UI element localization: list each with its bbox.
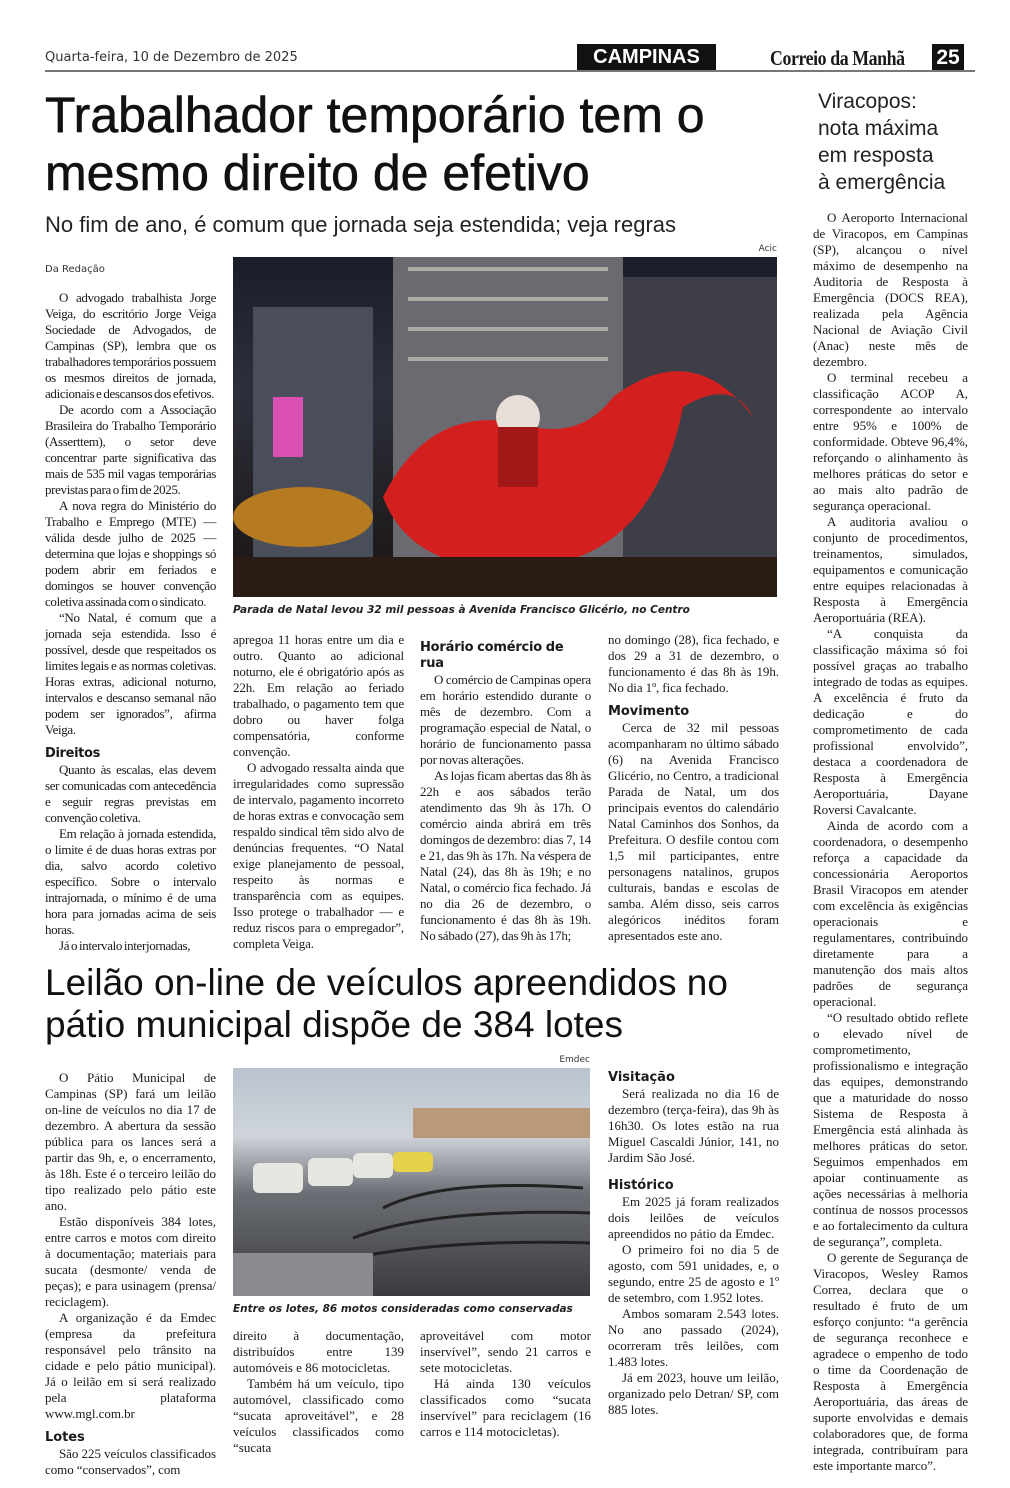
- article1-photo-credit: Acic: [758, 244, 777, 254]
- paragraph: Ambos somaram 2.543 lotes. No ano passado (2024), ocorreram três leilões, com 1.483 lotes.: [608, 1306, 779, 1369]
- paragraph: As lojas ficam abertas das 8h às 22h e aos sábados terão atendimento das 9h às 17h. O comércio ainda abrirá em três domingos de dezembro: dias 7, 14 e 21, das 9h às 17h. Na véspera de Natal (24), das 8h às 19h; e no Natal, o comércio fica fechado. Já no dia 26 de dezembro, o funcionamento é das 8h às 19h. No sábado (27), das 9h às 17h;: [420, 768, 591, 943]
- edition-date: Quarta-feira, 10 de Dezembro de 2025: [45, 50, 298, 65]
- paragraph: A auditoria avaliou o conjunto de procedimentos, treinamentos, simulados, equipamentos e comunicação entre equipes relacionadas à Resposta à Emergência Aeroportuária (REA).: [813, 514, 968, 625]
- paragraph: Cerca de 32 mil pessoas acompanharam no último sábado (6) na Avenida Francisco Glicério, no Centro, a tradicional Parada de Natal, um dos principais eventos do calendário Natal Caminhos dos Sonhos, da Prefeitura. O desfile contou com 1,5 mil participantes, entre personagens natalinos, grupos culturais, bandas e escolas de samba. Além disso, seis carros alegóricos inéditos foram apresentados este ano.: [608, 720, 779, 943]
- article1-photo-caption: Parada de Natal levou 32 mil pessoas à Avenida Francisco Glicério, no Centro: [233, 604, 690, 616]
- subheading: Horário comércio de rua: [420, 640, 564, 671]
- sidebar-headline-line: à emergência: [818, 171, 946, 194]
- paragraph: O gerente de Segurança de Viracopos, Wesley Ramos Correa, declara que o resultado é fruto de um esforço conjunto: “a gerência de segurança reconhece e agradece o empenho de todo o time da Coordenação de Resposta à Emergência Aeroportuária, das áreas de suporte envolvidas e demais colaboradores que, de forma integrada, contribuíram para este importante marco”.: [813, 1250, 968, 1473]
- paragraph: O primeiro foi no dia 5 de agosto, com 591 unidades, e, o segundo, entre 25 de agosto e 1º de setembro, com 1.952 lotes.: [608, 1242, 779, 1305]
- newspaper-logo: Correio da Manhã: [770, 46, 905, 70]
- paragraph: Há ainda 130 veículos classificados como “sucata inservível” para reciclagem (16 carros e 114 motocicletas).: [420, 1376, 591, 1439]
- sidebar-headline-line: nota máxima: [818, 117, 939, 140]
- article2-column-3: [420, 1328, 591, 1440]
- paragraph-continued: aproveitável com motor inservível”, sendo 21 carros e sete motocicletas.: [420, 1328, 591, 1375]
- paragraph: O advogado ressalta ainda que irregularidades como supressão de intervalo, pagamento incorreto de horas extras e convocação sem respaldo sindical têm sido alvo de denúncias frequentes. “O Natal exige planejamento de pessoal, respeito às normas e transparência com as equipes. Isso protege o trabalhador — e reduz riscos para o empregador”, completa Veiga.: [233, 760, 404, 951]
- section-label: CAMPINAS: [577, 44, 716, 71]
- sidebar-headline-line: Viracopos:: [818, 90, 917, 113]
- article2-column-4: [608, 1070, 779, 1418]
- subheading: Direitos: [45, 746, 101, 761]
- paragraph: “O resultado obtido reflete o elevado nível de comprometimento, profissionalismo e integração das equipes, demonstrando que a maturidade do nosso Sistema de Resposta à Emergência está alinhada às melhores práticas do setor. Seguimos empenhados em apoiar continuamente as ações necessárias à melhoria contínua de nossos processos e ao fortalecimento da cultura de segurança”, completa.: [813, 1010, 968, 1249]
- paragraph: O comércio de Campinas opera em horário estendido durante o mês de dezembro. Com a programação especial de Natal, o horário de funcionamento passa por novas alterações.: [420, 672, 591, 767]
- paragraph: De acordo com a Associação Brasileira do Trabalho Temporário (Asserttem), o setor deve concentrar parte significativa das mais de 535 mil vagas temporárias previstas para o fim de 2025.: [45, 402, 216, 497]
- paragraph: Já em 2023, houve um leilão, organizado pelo Detran/ SP, com 885 lotes.: [608, 1370, 779, 1417]
- article1-headline: Trabalhador temporário tem o mesmo direito de efetivo: [45, 87, 705, 201]
- paragraph: O Aeroporto Internacional de Viracopos, em Campinas (SP), alcançou o nível máximo de desempenho na Auditoria de Resposta à Emergência (DOCS REA), realizada pela Agência Nacional de Aviação Civil (Anac) neste mês de dezembro.: [813, 210, 968, 369]
- paragraph: Ainda de acordo com a coordenadora, o desempenho reforça a capacidade da concessionária Aeroportos Brasil Viracopos em atender com excelência às exigências operacionais e regulamentares, contribuindo diretamente para a manutenção dos mais altos padrões de segurança operacional.: [813, 818, 968, 1009]
- subheading: Lotes: [45, 1430, 85, 1445]
- paragraph: Estão disponíveis 384 lotes, entre carros e motos com direito à documentação; materiais para sucata (desmonte/ venda de peças); e para usinagem (prensa/ reciclagem).: [45, 1214, 216, 1309]
- subheading: Movimento: [608, 704, 690, 719]
- article1-byline: Da Redação: [45, 264, 105, 275]
- paragraph-continued: apregoa 11 horas entre um dia e outro. Quanto ao adicional noturno, ele é obrigatório após as 22h. Em relação ao feriado trabalhado, o pagamento tem que dobro ou haver folga compensatória, conforme convenção.: [233, 632, 404, 759]
- paragraph: “A conquista da classificação máxima só foi possível graças ao trabalho integrado de todas as equipes. A excelência é fruto da dedicação e do comprometimento de cada profissional envolvido”, destaca a coordenadora de Resposta à Emergência Aeroportuária, Dayane Roversi Cavalcante.: [813, 626, 968, 817]
- subheading: Visitação: [608, 1070, 675, 1085]
- article1-subheadline: No fim de ano, é comum que jornada seja estendida; veja regras: [45, 212, 677, 237]
- article2-photo-vehicle-yard: [233, 1068, 590, 1296]
- paragraph: “No Natal, é comum que a jornada seja estendida. Isso é possível, desde que respeitados os limites legais e as normas coletivas. Horas extras, adicional noturno, intervalos e descanso semanal não podem ser ignorados”, afirma Veiga.: [45, 610, 216, 737]
- paragraph-continued: direito à documentação, distribuídos entre 139 automóveis e 86 motocicletas.: [233, 1328, 404, 1375]
- paragraph: São 225 veículos classificados como “conservados”, com: [45, 1446, 216, 1477]
- article2-photo-credit: Emdec: [559, 1055, 590, 1065]
- paragraph: Em 2025 já foram realizados dois leilões de veículos apreendidos no pátio da Emdec.: [608, 1194, 779, 1241]
- subheading: Histórico: [608, 1178, 674, 1193]
- paragraph: A nova regra do Ministério do Trabalho e Emprego (MTE) — válida desde julho de 2025 — determina que lojas e shoppings só podem abrir em feriados e domingos se houver convenção coletiva assinada com o sindicato.: [45, 498, 216, 609]
- sidebar-headline: [818, 88, 978, 196]
- sidebar-headline-line: em resposta: [818, 144, 934, 167]
- paragraph: O advogado trabalhista Jorge Veiga, do escritório Jorge Veiga Sociedade de Advogados, de Campinas (SP), lembra que os trabalhadores temporários possuem os mesmos direitos de jornada, adicionais e descansos dos efetivos.: [45, 290, 216, 401]
- paragraph: Também há um veículo, tipo automóvel, classificado como “sucata aproveitável”, e 28 veículos classificados como “sucata: [233, 1376, 404, 1455]
- paragraph: O terminal recebeu a classificação ACOP A, correspondente ao intervalo entre 95% e 100% de conformidade. Obteve 96,4%, reforçando o alinhamento às melhores práticas do setor e ao mais alto padrão de segurança operacional.: [813, 370, 968, 513]
- article2-headline: Leilão on-line de veículos apreendidos no pátio municipal dispõe de 384 lotes: [45, 962, 728, 1045]
- paragraph: A organização é da Emdec (empresa da prefeitura responsável pelo trânsito na cidade e pelo pátio municipal). Já o leilão em si será realizado pela plataforma www.mgl.com.br: [45, 1310, 216, 1421]
- article2-column-2: [233, 1328, 404, 1456]
- paragraph: O Pátio Municipal de Campinas (SP) fará um leilão on-line de veículos no dia 17 de dezembro. A abertura da sessão pública para os lances será a partir das 9h, e, o encerramento, às 18h. Este é o terceiro leilão do tipo realizado pelo pátio este ano.: [45, 1070, 216, 1213]
- paragraph-continued: no domingo (28), fica fechado, e dos 29 a 31 de dezembro, o funcionamento é das 8h às 19h. No dia 1º, fica fechado.: [608, 632, 779, 695]
- paragraph: Em relação à jornada estendida, o limite é de duas horas extras por dia, salvo acordo coletivo específico. Sobre o intervalo intrajornada, o mínimo é de uma hora para jornadas acima de seis horas.: [45, 826, 216, 937]
- article1-column-2: [233, 632, 404, 952]
- header-rule: [45, 70, 975, 72]
- article1-column-1: [45, 290, 216, 954]
- paragraph: Já o intervalo interjornadas,: [59, 938, 191, 953]
- paragraph: Será realizada no dia 16 de dezembro (terça-feira), das 9h às 16h30. Os lotes estão na rua Miguel Cascaldi Júnior, 141, no Jardim São José.: [608, 1086, 779, 1165]
- article1-photo-christmas-parade: [233, 257, 777, 597]
- page-number: 25: [932, 44, 964, 71]
- article1-column-3: [420, 632, 591, 944]
- article2-column-1: [45, 1070, 216, 1478]
- sidebar-column: [813, 210, 968, 1474]
- paragraph: Quanto às escalas, elas devem ser comunicadas com antecedência e seguir regras previstas em convenção coletiva.: [45, 762, 216, 825]
- article1-column-4: [608, 632, 779, 944]
- article2-photo-caption: Entre os lotes, 86 motos consideradas como conservadas: [233, 1303, 573, 1315]
